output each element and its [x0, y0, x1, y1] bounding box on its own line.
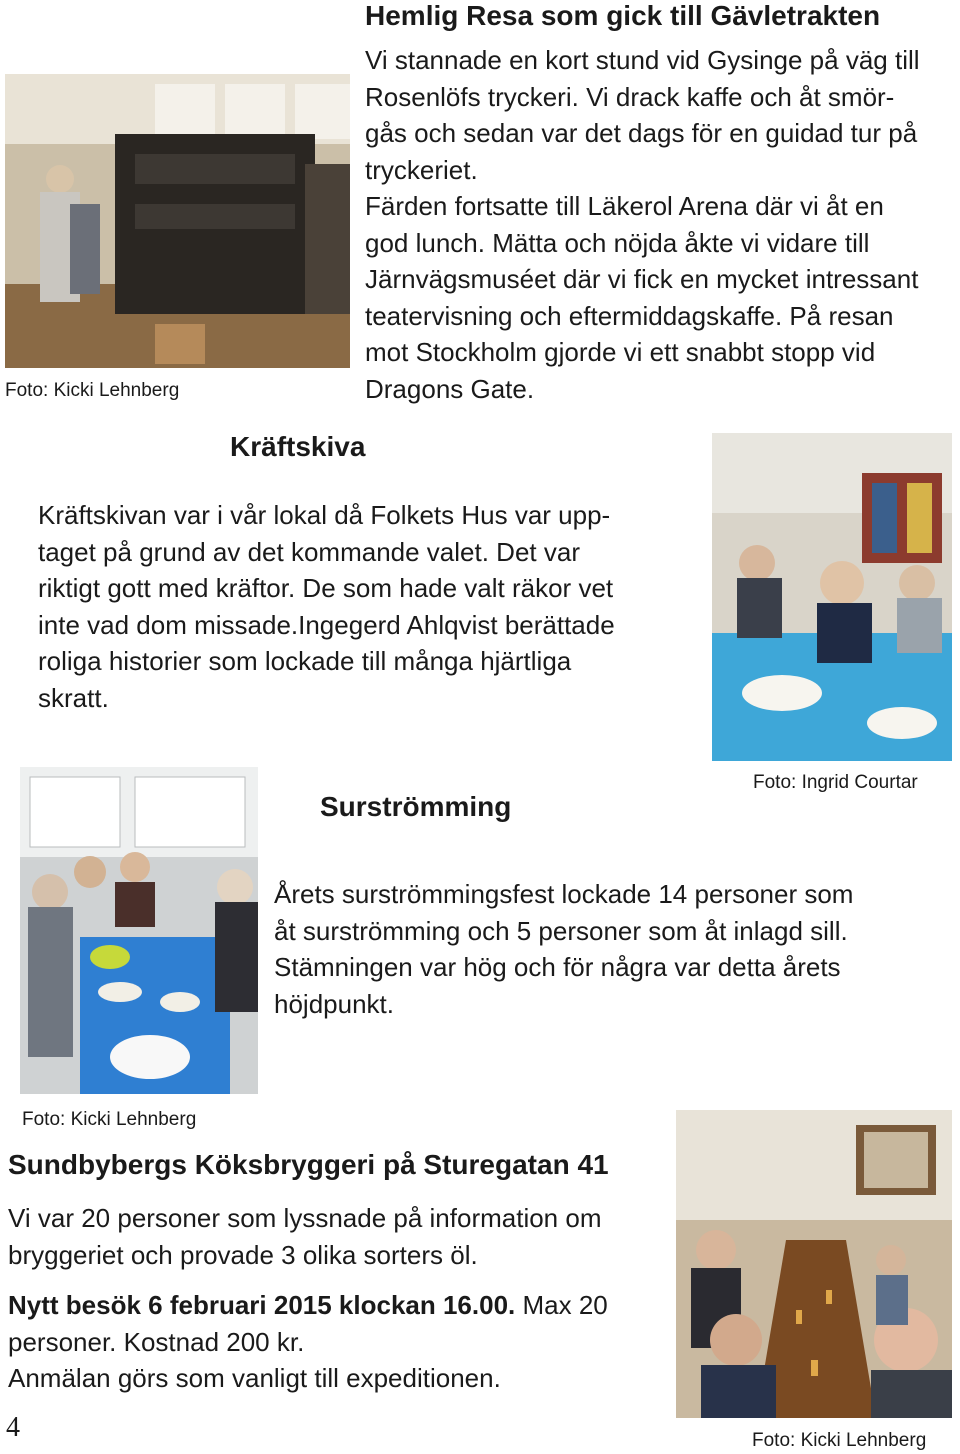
- photo-surstromming: [20, 767, 258, 1094]
- text-line: Årets surströmmingsfest lockade 14 personer som: [274, 879, 854, 909]
- paragraph-next-visit: [8, 1287, 608, 1397]
- text-line: roliga historier som lockade till många hjärtliga: [38, 646, 572, 676]
- text-line: skratt.: [38, 682, 109, 713]
- text-line: [8, 1287, 608, 1324]
- text-line: Dragons Gate.: [365, 373, 535, 404]
- next-visit-limit: Max 20: [515, 1290, 608, 1320]
- text-line: god lunch. Mätta och nöjda åkte vi vidare till: [365, 227, 870, 258]
- text-line: Rosenlöfs tryckeri. Vi drack kaffe och åt smör-: [365, 81, 895, 112]
- signup-line: Anmälan görs som vanligt till expeditionen.: [8, 1363, 501, 1393]
- paragraph-kraftskiva: [38, 497, 615, 716]
- text-line: personer. Kostnad 200 kr.: [8, 1326, 305, 1357]
- text-line: taget på grund av det kommande valet. Det var: [38, 536, 580, 567]
- text-line: Vi stannade en kort stund vid Gysinge på väg till: [365, 45, 920, 75]
- text-line: åt surströmming och 5 personer som åt inlagd sill.: [274, 915, 848, 946]
- heading-koksbryggeri: Sundbybergs Köksbryggeri på Sturegatan 41: [8, 1149, 609, 1180]
- heading-kraftskiva: Kräftskiva: [230, 431, 366, 462]
- text-line: höjdpunkt.: [274, 988, 394, 1019]
- paragraph-hemlig-resa: [365, 42, 920, 407]
- text-line: Järnvägsmuséet där vi fick en mycket intressant: [365, 264, 919, 294]
- text-line: inte vad dom missade.Ingegerd Ahlqvist berättade: [38, 609, 615, 640]
- text-line: gås och sedan var det dags för en guidad tur på: [365, 118, 918, 148]
- photo-crayfish-party: [712, 433, 952, 761]
- text-line: Stämningen var hög och för några var detta årets: [274, 952, 841, 982]
- text-line: Färden fortsatte till Läkerol Arena där vi åt en: [365, 191, 884, 221]
- text-line: Kräftskivan var i vår lokal då Folkets Hus var upp-: [38, 500, 611, 530]
- photo-caption-printing-press: Foto: Kicki Lehnberg: [5, 380, 180, 401]
- text-line: mot Stockholm gjorde vi ett snabbt stopp vid: [365, 337, 876, 367]
- text-line: riktigt gott med kräftor. De som hade valt räkor vet: [38, 573, 614, 603]
- heading-surstromming: Surströmming: [320, 791, 512, 822]
- text-line: bryggeriet och provade 3 olika sorters öl.: [8, 1239, 478, 1270]
- page-number: 4: [6, 1412, 20, 1443]
- next-visit-date: Nytt besök 6 februari 2015 klockan 16.00.: [8, 1290, 516, 1320]
- photo-caption-crayfish-party: Foto: Ingrid Courtar: [753, 772, 918, 793]
- text-line: Vi var 20 personer som lyssnade på information om: [8, 1203, 602, 1233]
- text-line: teatervisning och eftermiddagskaffe. På resan: [365, 300, 894, 331]
- photo-brewery: [676, 1110, 952, 1418]
- paragraph-koksbryggeri: [8, 1200, 601, 1273]
- photo-caption-brewery: Foto: Kicki Lehnberg: [752, 1430, 927, 1451]
- heading-hemlig-resa: Hemlig Resa som gick till Gävletrakten: [365, 0, 881, 31]
- text-line: tryckeriet.: [365, 154, 478, 185]
- photo-printing-press: [5, 74, 350, 368]
- photo-caption-surstromming: Foto: Kicki Lehnberg: [22, 1109, 197, 1130]
- paragraph-surstromming: [274, 876, 853, 1022]
